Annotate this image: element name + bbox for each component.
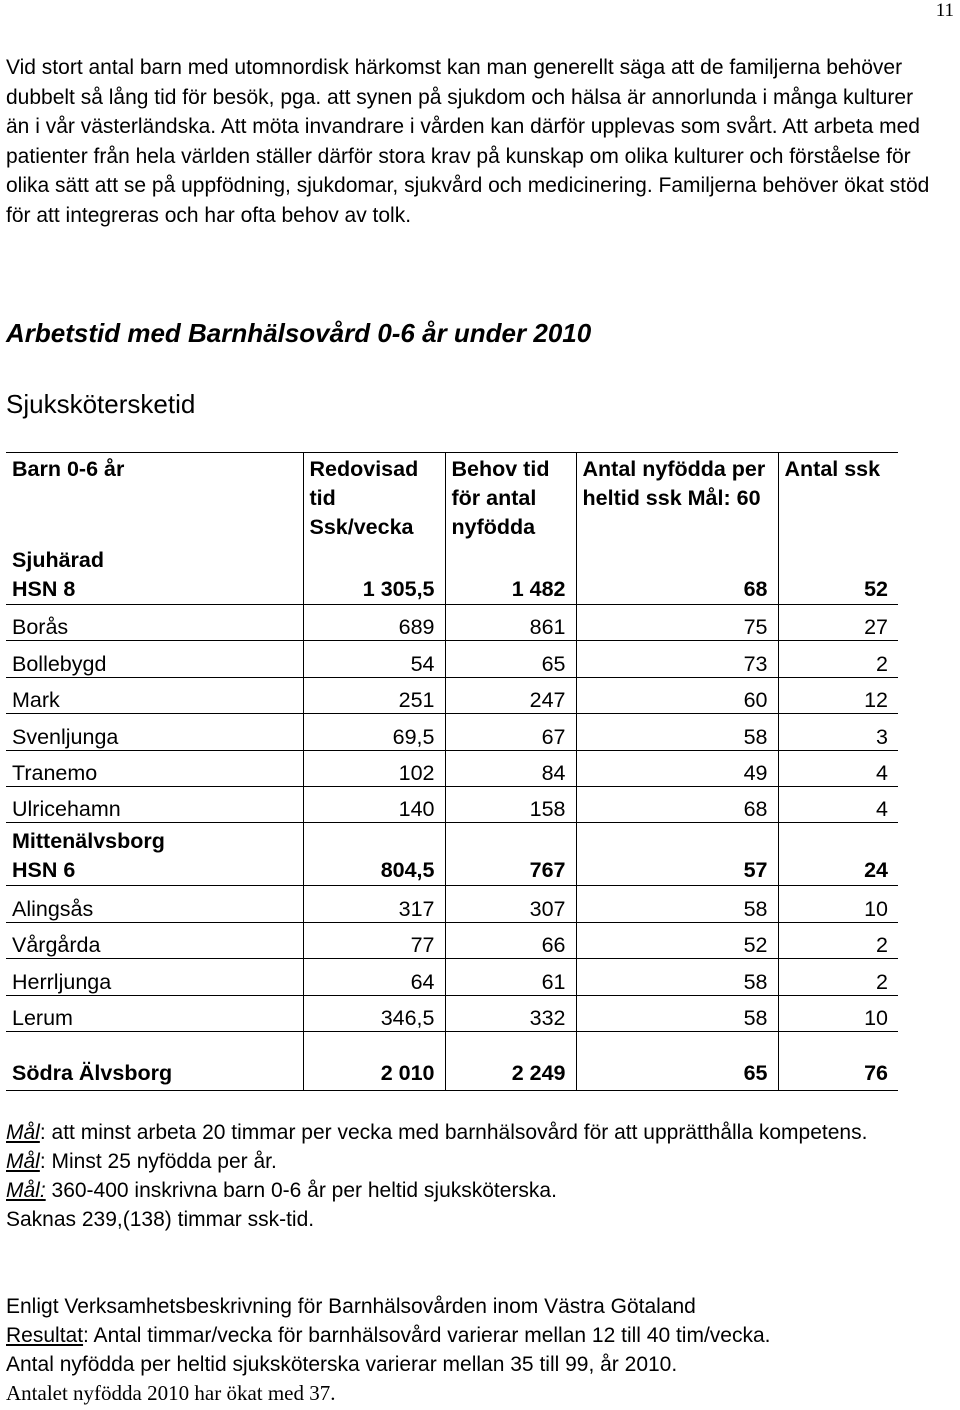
table-cell: 158 — [445, 786, 576, 822]
table-cell: 73 — [576, 641, 778, 677]
table-cell: 317 — [303, 886, 445, 922]
table-cell: Svenljunga — [12, 724, 119, 749]
table-cell: 54 — [303, 641, 445, 677]
table-row — [6, 886, 898, 922]
table-cell: 3 — [778, 714, 898, 750]
goal-note: Mål: 360-400 inskrivna barn 0-6 år per heltid sjuksköterska. — [6, 1179, 557, 1202]
table-cell: 84 — [445, 750, 576, 786]
table-cell: 346,5 — [303, 995, 445, 1031]
table-cell: 65 — [576, 1031, 778, 1090]
header-reported-time: Redovisad tid Ssk/vecka — [303, 453, 445, 543]
summary-section — [6, 1292, 946, 1408]
group-row-mittenalvsborg — [6, 823, 898, 886]
table-cell: 66 — [445, 922, 576, 958]
table-cell: 2 — [778, 922, 898, 958]
header-nurse-count: Antal ssk — [778, 453, 898, 543]
table-cell: 58 — [576, 959, 778, 995]
table-cell: Södra Älvsborg — [12, 1060, 173, 1085]
table-cell: 4 — [778, 786, 898, 822]
table-row — [6, 605, 898, 641]
table-cell: 27 — [778, 605, 898, 641]
table-cell: 251 — [303, 677, 445, 713]
table-cell: 332 — [445, 995, 576, 1031]
goal-note: Mål: Minst 25 nyfödda per år. — [6, 1150, 277, 1173]
table-cell: 64 — [303, 959, 445, 995]
table-cell: 58 — [576, 886, 778, 922]
table-cell: Mark — [12, 688, 60, 713]
table-row — [6, 677, 898, 713]
table-cell: Tranemo — [12, 760, 98, 785]
table-cell: 61 — [445, 959, 576, 995]
table-cell: 24 — [778, 823, 898, 886]
table-cell: Bollebygd — [12, 651, 107, 676]
table-cell: 10 — [778, 995, 898, 1031]
table-cell: 1 305,5 — [303, 542, 445, 605]
table-cell: 68 — [576, 786, 778, 822]
table-row — [6, 750, 898, 786]
summary-line: Antal nyfödda per heltid sjuksköterska varierar mellan 35 till 99, år 2010. — [6, 1353, 678, 1376]
table-cell: 65 — [445, 641, 576, 677]
table-cell: 307 — [445, 886, 576, 922]
summary-line: Enligt Verksamhetsbeskrivning för Barnhälsovården inom Västra Götaland — [6, 1295, 696, 1318]
section-title: Arbetstid med Barnhälsovård 0-6 år under 2010 — [6, 318, 592, 348]
table-row — [6, 995, 898, 1031]
table-cell: 75 — [576, 605, 778, 641]
table-cell: 58 — [576, 714, 778, 750]
table-cell: Alingsås — [12, 896, 94, 921]
goals-notes — [6, 1118, 946, 1234]
goal-note: Mål: att minst arbeta 20 timmar per vecka med barnhälsovård för att upprätthålla kompetens. — [6, 1121, 868, 1144]
table-cell: 2 — [778, 959, 898, 995]
table-cell: 804,5 — [303, 823, 445, 886]
table-cell: Herrljunga — [12, 969, 112, 994]
total-row — [6, 1031, 898, 1090]
table-cell: 69,5 — [303, 714, 445, 750]
group-name: Sjuhärad HSN 8 — [12, 548, 104, 601]
table-row — [6, 959, 898, 995]
table-cell: 52 — [576, 922, 778, 958]
sub-title: Sjukskötersketid — [6, 389, 196, 419]
group-row-sjuharad — [6, 542, 898, 605]
table-header — [6, 453, 898, 543]
table-cell: Vårgårda — [12, 933, 101, 958]
header-newborns-per-nurse: Antal nyfödda per heltid ssk Mål: 60 — [576, 453, 778, 543]
summary-line: Resultat: Antal timmar/vecka för barnhälsovård varierar mellan 12 till 40 tim/vecka. — [6, 1324, 771, 1347]
table-cell: Ulricehamn — [12, 797, 121, 822]
table-cell: 2 249 — [445, 1031, 576, 1090]
table-row — [6, 641, 898, 677]
table-cell: 12 — [778, 677, 898, 713]
header-area: Barn 0-6 år — [12, 457, 125, 481]
table-cell: 1 482 — [445, 542, 576, 605]
group-name: Mittenälvsborg HSN 6 — [12, 829, 165, 883]
table-cell: 60 — [576, 677, 778, 713]
table-cell: 140 — [303, 786, 445, 822]
missing-time-note: Saknas 239,(138) timmar ssk-tid. — [6, 1208, 315, 1231]
table-row — [6, 786, 898, 822]
summary-line: Antalet nyfödda 2010 har ökat med 37. — [6, 1381, 336, 1405]
table-cell: 49 — [576, 750, 778, 786]
intro-paragraph: Vid stort antal barn med utomnordisk härkomst kan man generellt säga att de familjerna behöver dubbelt så lång tid för besök, pga. att synen på sjukdom och hälsa är annorlunda i många kulturer än i vår västerländska. Att möta invandrare i vården kan därför upplevas som svårt. Att arbeta med patienter från hela världen ställer därför stora krav på kunskap om olika kulturer och förståelse för olika sätt att se på uppfödning, sjukdomar, sjukvård och medicinering. Familjerna behöver ökat stöd för att integreras och har ofta behov av tolk. — [6, 56, 930, 227]
table-cell: 58 — [576, 995, 778, 1031]
table-cell: 10 — [778, 886, 898, 922]
table-cell: 2 — [778, 641, 898, 677]
table-cell: 2 010 — [303, 1031, 445, 1090]
table-cell: 4 — [778, 750, 898, 786]
table-cell: Lerum — [12, 1005, 73, 1030]
table-cell: Borås — [12, 615, 69, 640]
table-row — [6, 714, 898, 750]
table-cell: 102 — [303, 750, 445, 786]
table-cell: 689 — [303, 605, 445, 641]
table-cell: 77 — [303, 922, 445, 958]
nurse-time-table — [6, 452, 898, 1091]
table-cell: 76 — [778, 1031, 898, 1090]
table-cell: 247 — [445, 677, 576, 713]
table-cell: 57 — [576, 823, 778, 886]
table-cell: 767 — [445, 823, 576, 886]
table-row — [6, 922, 898, 958]
table-cell: 68 — [576, 542, 778, 605]
header-needed-time: Behov tid för antal nyfödda — [445, 453, 576, 543]
table-cell: 861 — [445, 605, 576, 641]
page-number: 11 — [935, 0, 954, 21]
table-cell: 52 — [778, 542, 898, 605]
table-cell: 67 — [445, 714, 576, 750]
